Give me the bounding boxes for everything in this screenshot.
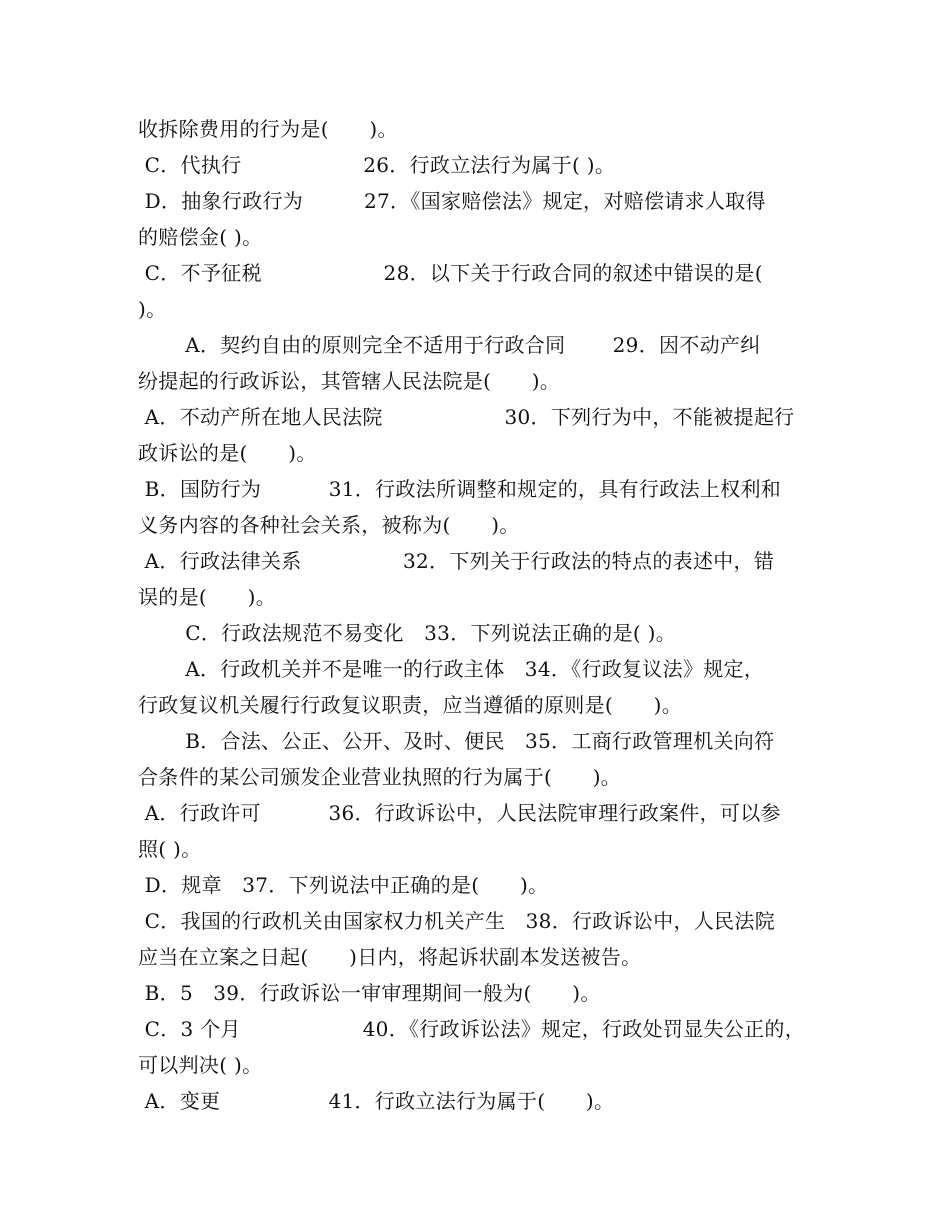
text-line: 合条件的某公司颁发企业营业执照的行为属于( )。 [138,765,622,789]
text-line: C．3 个月 40．《行政诉讼法》规定，行政处罚显失公正的， [138,1017,805,1041]
text-line: 义务内容的各种社会关系，被称为( )。 [138,513,520,537]
text-line: B．5 39．行政诉讼一审审理期间一般为( )。 [138,981,601,1005]
text-line: C．行政法规范不易变化 33．下列说法正确的是( )。 [138,621,677,645]
text-line: A．不动产所在地人民法院 30．下列行为中，不能被提起行 [138,405,795,429]
text-line: A．契约自由的原则完全不适用于行政合同 29．因不动产纠 [138,333,761,357]
text-line: C．不予征税 28．以下关于行政合同的叙述中错误的是( [138,261,763,285]
text-line: A．变更 41．行政立法行为属于( )。 [138,1089,615,1113]
text-line: D．规章 37．下列说法中正确的是( )。 [138,873,549,897]
text-line: B．国防行为 31．行政法所调整和规定的，具有行政法上权利和 [138,477,782,501]
text-line: )。 [138,297,167,321]
text-line: 行政复议机关履行行政复议职责，应当遵循的原则是( )。 [138,693,683,717]
text-line: C．我国的行政机关由国家权力机关产生 38．行政诉讼中，人民法院 [138,909,776,933]
text-line: 收拆除费用的行为是( )。 [138,117,398,141]
text-line: 照( )。 [138,837,202,861]
text-line: 纷提起的行政诉讼，其管辖人民法院是( )。 [138,369,561,393]
text-line: 政诉讼的是( )。 [138,441,317,465]
text-line: 误的是( )。 [138,585,277,609]
text-line: 可以判决( )。 [138,1053,263,1077]
text-line: D．抽象行政行为 27．《国家赔偿法》规定，对赔偿请求人取得 [138,189,766,213]
text-line: A．行政法律关系 32．下列关于行政法的特点的表述中，错 [138,549,775,573]
text-line: 的赔偿金( )。 [138,225,263,249]
text-line: 应当在立案之日起( )日内，将起诉状副本发送被告。 [138,945,642,969]
text-line: A．行政机关并不是唯一的行政主体 34．《行政复议法》规定， [138,657,765,681]
text-line: A．行政许可 36．行政诉讼中，人民法院审理行政案件，可以参 [138,801,781,825]
text-line: B．合法、公正、公开、及时、便民 35．工商行政管理机关向符 [138,729,775,753]
text-line: C．代执行 26．行政立法行为属于( )。 [138,153,616,177]
